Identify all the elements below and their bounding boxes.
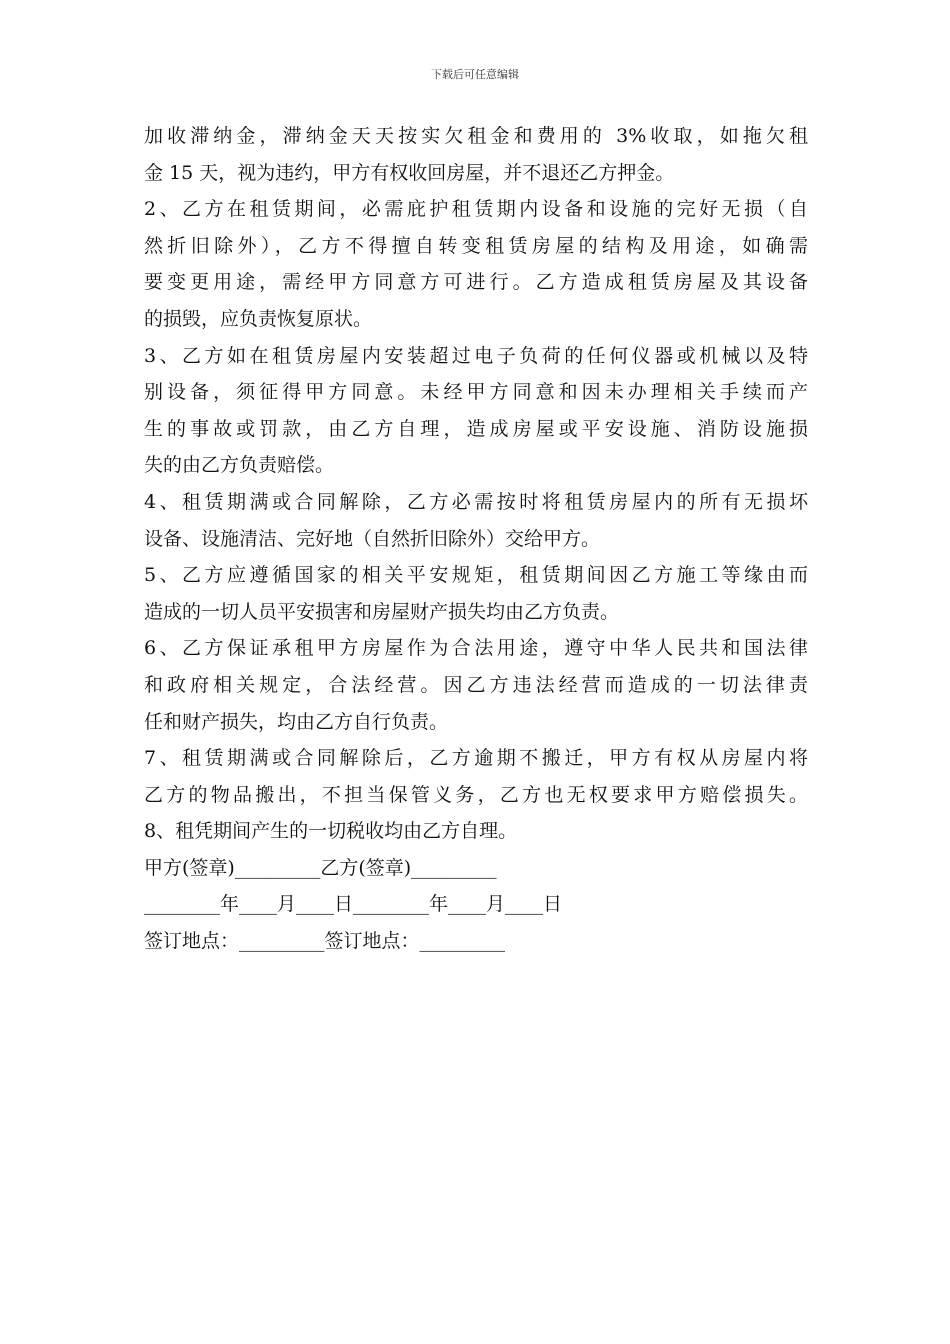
text-line: 5、乙方应遵循国家的相关平安规矩，租赁期间因乙方施工等缘由而 xyxy=(144,564,808,587)
text-line: 金 15 天，视为违约，甲方有权收回房屋，并不退还乙方押金。 xyxy=(144,161,675,184)
text-line: 乙方的物品搬出，不担当保管义务，乙方也无权要求甲方赔偿损失。 xyxy=(144,783,808,806)
date-line: ________年____月____日________年____月____日 xyxy=(144,893,563,916)
text-line: 要变更用途，需经甲方同意方可进行。乙方造成租赁房屋及其设备 xyxy=(144,271,808,294)
text-line: 别设备，须征得甲方同意。未经甲方同意和因未办理相关手续而产 xyxy=(144,381,808,404)
text-line: 和政府相关规定，合法经营。因乙方违法经营而造成的一切法律责 xyxy=(144,673,808,696)
signing-place-line: 签订地点：_________签订地点：_________ xyxy=(144,930,506,953)
text-line: 6、乙方保证承租甲方房屋作为合法用途，遵守中华人民共和国法律 xyxy=(144,637,808,660)
text-line: 任和财产损失，均由乙方自行负责。 xyxy=(144,710,449,733)
text-line: 生的事故或罚款，由乙方自理，造成房屋或平安设施、消防设施损 xyxy=(144,417,808,440)
text-line: 8、租凭期间产生的一切税收均由乙方自理。 xyxy=(144,820,518,843)
text-line: 2、乙方在租赁期间，必需庇护租赁期内设备和设施的完好无损（自 xyxy=(144,198,808,221)
text-line: 设备、设施清洁、完好地（自然折旧除外）交给甲方。 xyxy=(144,527,601,550)
text-line: 的损毁，应负责恢复原状。 xyxy=(144,307,373,330)
text-line: 3、乙方如在租赁房屋内安装超过电子负荷的任何仪器或机械以及特 xyxy=(144,344,808,367)
text-line: 加收滞纳金，滞纳金天天按实欠租金和费用的 3%收取，如拖欠租 xyxy=(144,125,808,147)
text-line: 4、租赁期满或合同解除，乙方必需按时将租赁房屋内的所有无损坏 xyxy=(144,490,808,513)
text-line: 然折旧除外），乙方不得擅自转变租赁房屋的结构及用途，如确需 xyxy=(144,234,808,257)
contract-body xyxy=(144,118,808,960)
text-line: 7、租赁期满或合同解除后，乙方逾期不搬迁，甲方有权从房屋内将 xyxy=(144,747,808,770)
page-header: 下载后可任意编辑 xyxy=(431,68,519,81)
text-line: 失的由乙方负责赔偿。 xyxy=(144,454,335,477)
text-line: 造成的一切人员平安损害和房屋财产损失均由乙方负责。 xyxy=(144,600,620,623)
signature-line: 甲方(签章)_________乙方(签章)_________ xyxy=(144,856,497,879)
